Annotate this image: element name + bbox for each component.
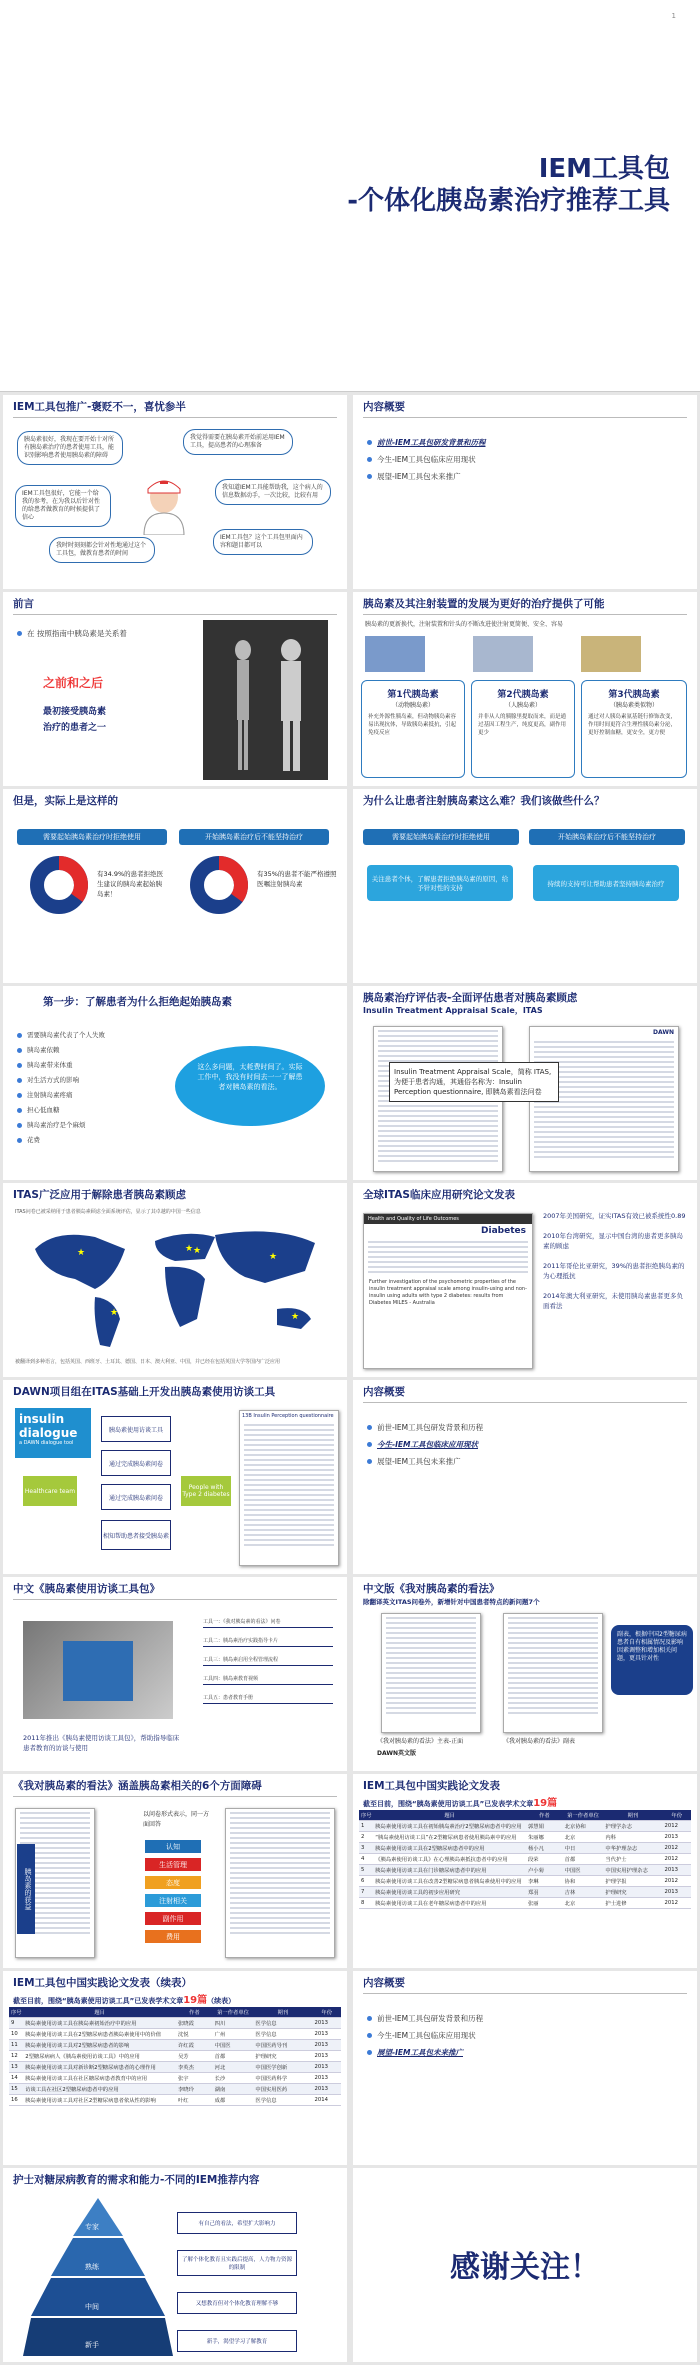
table-cell: 张晓霞: [176, 2018, 213, 2029]
quote-bubble: 我知道IEM工具能帮助我，这个病人的信息数据动手，一次比较，比较有用: [215, 479, 331, 505]
table-cell: 10: [9, 2029, 23, 2040]
slide-agenda-1: [353, 395, 697, 589]
donut-slice: [59, 863, 81, 898]
paper-note: 2011年哥伦比亚研究，39%的患者拒绝胰岛素的为心理抵抗: [543, 1262, 685, 1280]
nurse-illustration: [138, 475, 190, 535]
slide-reality: [3, 789, 347, 983]
slide-subtitle: 除翻译英文ITAS问卷外，新增针对中国患者特点的新问题7个: [363, 1598, 540, 1606]
barrier-chip: 生活管理: [145, 1858, 201, 1871]
table-cell: 李英杰: [176, 2062, 213, 2073]
table-row: [359, 1898, 691, 1909]
slide-title: 第一步：了解患者为什么拒绝起始胰岛素: [43, 996, 232, 1008]
table-cell: 2012: [662, 1821, 691, 1832]
agenda-item: 今生-IEM工具包临床应用现状: [367, 2030, 483, 2041]
slide-title: 前言: [13, 598, 34, 610]
table-cell: 2014: [312, 2095, 341, 2106]
table-cell: 张宇: [176, 2073, 213, 2084]
tool-label: 工具四：胰岛素教育视频: [203, 1674, 333, 1685]
slide-thanks: [353, 2168, 697, 2362]
slide-subtitle: Insulin Treatment Appraisal Scale，ITAS: [363, 1006, 543, 1015]
barrier-chip: 副作用: [145, 1912, 201, 1925]
itas-form-doc-2: DAWN: [529, 1026, 679, 1172]
svg-text:★: ★: [77, 1248, 86, 1258]
agenda-item: 今生-IEM工具包临床应用现状: [367, 1439, 483, 1450]
table-cell: 内科: [603, 1832, 662, 1843]
table-row: [359, 1854, 691, 1865]
table-cell: 胰岛素使用访谈工具的初步应用研究: [373, 1887, 526, 1898]
table-cell: 当代护士: [603, 1854, 662, 1865]
slide-why-hard: [353, 789, 697, 983]
table-cell: 8: [359, 1898, 373, 1909]
table-cell: 郑羽: [526, 1887, 563, 1898]
paper-count: 19篇: [183, 1995, 208, 2006]
slide-title: 内容概要: [363, 1977, 405, 1989]
insulin-card-3: 第3代胰岛素 （胰岛素类似物） 通过对人胰岛素氨基链行修饰改变，作用时间更符合生理性胰岛素分泌，更好控制血糖，更安全，更方便: [581, 680, 687, 778]
table-cell: 首都: [563, 1854, 604, 1865]
donut-chart-2: [189, 855, 249, 915]
toolkit-photo: [23, 1621, 173, 1719]
slide-subtitle: 截至目前，围绕“胰岛素使用访谈工具”已发表学术文章: [363, 1800, 534, 1808]
table-cell: 2013: [312, 2040, 341, 2051]
slide-subtitle: 胰岛素的更新换代，注射装置和针头的不断改进使注射更简便、安全、容易: [365, 621, 564, 628]
level-note: 有自己的看法，希望扩大影响力: [177, 2212, 297, 2234]
header-box: 需要起始胰岛素治疗时拒绝使用: [363, 829, 519, 845]
pyramid-level: 新手: [85, 2341, 99, 2349]
level-note: 又想教育但对个体化教育理解不够: [177, 2292, 297, 2314]
slide-title: IEM工具包中国实践论文发表: [363, 1780, 501, 1792]
flow-step: 相知帮助患者接受胰岛素: [101, 1520, 171, 1550]
world-map: [15, 1219, 335, 1349]
agenda-item: 前世-IEM工具包研发背景和历程: [367, 1422, 483, 1433]
table-cell: 胰岛素使用访谈工具在初始胰岛素治疗2型糖尿病患者中的应用: [373, 1821, 526, 1832]
table-cell: 15: [9, 2084, 23, 2095]
table-cell: 李晓玲: [176, 2084, 213, 2095]
needle-photo: [581, 636, 641, 672]
table-cell: 郭慧娟: [526, 1821, 563, 1832]
quote-bubble: 我觉得需要在胰岛素开始前运用IEM工具，提高患者的心理准备: [183, 429, 293, 455]
table-row: [9, 2029, 341, 2040]
slide-insulin-evolution: [353, 592, 697, 786]
vial-photo: [365, 636, 425, 672]
table-cell: 2013: [662, 1865, 691, 1876]
barrier-item: 胰岛素带来体重: [17, 1060, 105, 1069]
table-cell: 2013: [662, 1832, 691, 1843]
table-row: [9, 2051, 341, 2062]
continued-label: （续表）: [207, 1997, 236, 2005]
pen-photo: [473, 636, 533, 672]
table-cell: 朱丽娜: [526, 1832, 563, 1843]
table-cell: 许红霞: [176, 2040, 213, 2051]
table-cell: 中国医药科学: [253, 2073, 312, 2084]
table-row: [359, 1843, 691, 1854]
table-cell: 胰岛素使用访谈工具在老年糖尿病患者中的应用: [373, 1898, 526, 1909]
slide-title: DAWN项目组在ITAS基础上开发出胰岛素使用访谈工具: [13, 1386, 276, 1398]
table-cell: 14: [9, 2073, 23, 2084]
table-cell: 《胰岛素使用访谈工具》在心理胰岛素抵抗患者中的应用: [373, 1854, 526, 1865]
insulin-card-1: 第1代胰岛素 （动物胰岛素） 补充外源性胰岛素，但动物胰岛素容易出现抗体，导致胰岛素抵抗，引起免疫反应: [361, 680, 465, 778]
svg-text:★: ★: [269, 1252, 278, 1262]
table-cell: 12: [9, 2051, 23, 2062]
table-row: [359, 1821, 691, 1832]
barrier-item: 花费: [17, 1135, 105, 1144]
table-cell: 成都: [213, 2095, 254, 2106]
questionnaire-doc: 13B Insulin Perception questionnaire: [239, 1410, 339, 1566]
agenda-item: 今生-IEM工具包临床应用现状: [367, 454, 486, 465]
insulin-dialogue-logo: insulin dialogue a DAWN dialogue tool: [15, 1408, 91, 1458]
stat-text: 有34.9%的患者拒绝医生建议的胰岛素起始胰岛素！: [97, 870, 164, 898]
table-cell: 中国医学创新: [253, 2062, 312, 2073]
table-cell: 胰岛素使用访谈工具在门诊糖尿病患者中的应用: [373, 1865, 526, 1876]
slide-six-barriers: [3, 1774, 347, 1968]
table-cell: 2: [359, 1832, 373, 1843]
slide-title: 但是，实际上是这样的: [13, 795, 118, 807]
title-slide: [0, 0, 700, 392]
slide-itas-world: [3, 1183, 347, 1377]
table-cell: 1: [359, 1821, 373, 1832]
table-cell: 中国医: [213, 2040, 254, 2051]
table-cell: 吉林: [563, 1887, 604, 1898]
quote-bubble: IEM工具包很好，它能一个给我的参考，在为我以后针对性的给患者做教育的时候提供了信心: [15, 485, 111, 527]
slide-nurse-needs: [3, 2168, 347, 2362]
table-cell: 河北: [213, 2062, 254, 2073]
stat-text: 有35%的患者不能严格遵照医嘱注射胰岛素: [257, 870, 337, 888]
table-cell: 2012: [662, 1876, 691, 1887]
table-cell: 胰岛素使用访谈工具在胰岛素初始治疗中的应用: [23, 2018, 176, 2029]
table-cell: 13: [9, 2062, 23, 2073]
table-cell: 段荣: [526, 1854, 563, 1865]
questionnaire-back: [225, 1808, 335, 1958]
table-row: [359, 1876, 691, 1887]
table-cell: 胰岛素使用访谈工具在社区糖尿病患者教育中的应用: [23, 2073, 176, 2084]
table-cell: 护理研究: [253, 2051, 312, 2062]
slide-preface: [3, 592, 347, 786]
table-row: [9, 2040, 341, 2051]
table-cell: 2型糖尿病病人《胰岛素使用访谈工具》中的应用: [23, 2051, 176, 2062]
agenda-item: 展望-IEM工具包未来推广: [367, 1456, 483, 1467]
tool-label: 工具五：患者教育手册: [203, 1693, 333, 1704]
table-cell: 胰岛素使用访谈工具在改善2型糖尿病患者胰岛素使用中的应用: [373, 1876, 526, 1887]
table-cell: 11: [9, 2040, 23, 2051]
donut-chart-1: [29, 855, 89, 915]
table-cell: 护理学报: [603, 1876, 662, 1887]
table-cell: 吴芳: [176, 2051, 213, 2062]
table-cell: 2013: [312, 2029, 341, 2040]
table-cell: 医学信息: [253, 2095, 312, 2106]
slide-title: IEM工具包推广-褒贬不一，喜忧参半: [13, 401, 186, 413]
table-row: [9, 2084, 341, 2095]
table-cell: 4: [359, 1854, 373, 1865]
tool-label: 工具二：胰岛素治疗实践指导卡片: [203, 1636, 333, 1647]
table-cell: 护理学杂志: [603, 1821, 662, 1832]
header-box: 需要起始胰岛素治疗时拒绝使用: [17, 829, 167, 845]
itas-note: Insulin Treatment Appraisal Scale，简称 ITAS, 为便于患者沟通，其通俗名称为：Insulin Perception questionnaire, 即胰岛素看法问卷: [389, 1062, 559, 1102]
table-cell: 杨小凡: [526, 1843, 563, 1854]
title-line-2: -个体化胰岛素治疗推荐工具: [347, 186, 670, 216]
slide-title: ITAS广泛应用于解除患者胰岛素顾虑: [13, 1189, 186, 1201]
doc-caption: 《我对胰岛素的看法》主表-正面: [377, 1738, 464, 1745]
map-footnote: 被翻译到多种语言，包括英国、西班牙、土耳其、德国、日本、澳大利亚、中国，并已经在包括英国大学等国内广泛应用: [15, 1359, 281, 1365]
paper-note: 2007年美国研究，证实ITAS有效已被系统性0.89: [543, 1212, 686, 1220]
table-row: [359, 1865, 691, 1876]
before-after-photo: [203, 620, 328, 780]
doc-caption: DAWN英文版: [377, 1750, 416, 1757]
flow-step: 通过完成胰岛素问卷: [101, 1484, 171, 1510]
table-cell: 护理研究: [603, 1887, 662, 1898]
barrier-chip: 认知: [145, 1840, 201, 1853]
patient-box: People with Type 2 diabetes: [181, 1476, 231, 1506]
table-cell: 中国医: [563, 1865, 604, 1876]
itas-cn-sub: [503, 1613, 603, 1733]
table-cell: 访谈工具在社区2型糖尿病患者中的应用: [23, 2084, 176, 2095]
slide-title: 《我对胰岛素的看法》涵盖胰岛素相关的6个方面障碍: [13, 1780, 262, 1792]
slide-title: 中文版《我对胰岛素的看法》: [363, 1583, 500, 1595]
svg-text:★: ★: [185, 1244, 194, 1254]
svg-text:★: ★: [193, 1246, 202, 1256]
table-cell: 胰岛素使用访谈工具在2型糖尿病患者中的应用: [373, 1843, 526, 1854]
table-cell: 6: [359, 1876, 373, 1887]
table-cell: 协和: [563, 1876, 604, 1887]
table-cell: 胰岛素使用访谈工具在2型糖尿病患者胰岛素使用中的价值: [23, 2029, 176, 2040]
paper-note: 2014年澳大利亚研究，未使用胰岛素患者更多负面看法: [543, 1292, 684, 1310]
table-cell: 胰岛素使用访谈工具对2型糖尿病患者的影响: [23, 2040, 176, 2051]
table-row: [9, 2062, 341, 2073]
barrier-chip: 注射相关: [145, 1894, 201, 1907]
benefit-label: 胰岛素的获益: [17, 1844, 35, 1934]
slide-agenda-2: [353, 1380, 697, 1574]
answer-box: 持续的支持可让帮助患者坚持胰岛素治疗: [533, 865, 679, 901]
table-cell: 2012: [662, 1843, 691, 1854]
slide-title: 胰岛素治疗评估表-全面评估患者对胰岛素顾虑: [363, 992, 578, 1004]
slide-papers-cn-cont: [3, 1971, 347, 2165]
table-cell: 中国实用医药: [253, 2084, 312, 2095]
preface-sub1: 最初接受胰岛素: [43, 707, 107, 717]
donut-slice: [219, 863, 241, 898]
flow-step: 通过完成胰岛素问卷: [101, 1450, 171, 1476]
slide-title: 护士对糖尿病教育的需求和能力-不同的IEM推荐内容: [13, 2174, 260, 2186]
table-cell: 护士进修: [603, 1898, 662, 1909]
table-cell: 北京: [563, 1898, 604, 1909]
slide-title: 为什么让患者注射胰岛素这么难？我们该做些什么？: [363, 795, 605, 807]
team-box: Healthcare team: [23, 1476, 77, 1506]
table-cell: 湖南: [213, 2084, 254, 2095]
title-line-1: IEM工具包: [538, 154, 670, 184]
insulin-card-2: 第2代胰岛素 （人胰岛素） 并非从人的胰腺里提取而来，而是通过基因工程生产，纯度更高，副作用更少: [471, 680, 575, 778]
table-cell: 长沙: [213, 2073, 254, 2084]
table-cell: 张丽: [526, 1898, 563, 1909]
doc-caption: 《我对胰岛素的看法》副表: [503, 1738, 576, 1745]
table-cell: 2012: [662, 1898, 691, 1909]
table-cell: 16: [9, 2095, 23, 2106]
slide-itas-papers: [353, 1183, 697, 1377]
table-cell: 卢小菊: [526, 1865, 563, 1876]
paper-count: 19篇: [533, 1798, 558, 1809]
barrier-item: 胰岛素治疗是个麻烦: [17, 1120, 105, 1129]
table-cell: 中华护理杂志: [603, 1843, 662, 1854]
thought-bubble: 这么多问题，太耗费时间了。实际工作中，我没有时间去一一了解患者对胰岛素的看法。: [175, 1046, 325, 1126]
table-cell: 2013: [312, 2018, 341, 2029]
mid-note: 以问卷形式表示，同一方面回答: [143, 1811, 210, 1828]
itas-cn-main: [381, 1613, 481, 1733]
slide-step-one: [3, 986, 347, 1180]
barrier-item: 对生活方式的影响: [17, 1075, 105, 1084]
table-cell: 2013: [662, 1887, 691, 1898]
slide-title: 胰岛素及其注射装置的发展为更好的治疗提供了可能: [363, 598, 605, 610]
agenda-item: 展望-IEM工具包未来推广: [367, 471, 486, 482]
table-cell: 广州: [213, 2029, 254, 2040]
table-cell: 医学信息: [253, 2018, 312, 2029]
slide-subtitle: 截至目前，围绕“胰岛素使用访谈工具”已发表学术文章: [13, 1997, 184, 2005]
table-cell: 首都: [213, 2051, 254, 2062]
page-number: 1: [671, 12, 676, 20]
barrier-item: 胰岛素依赖: [17, 1045, 105, 1054]
slide-title: 内容概要: [363, 401, 405, 413]
table-cell: 李琳: [526, 1876, 563, 1887]
table-cell: 2013: [312, 2051, 341, 2062]
papers-table: 序号 题目 作者 第一作者单位 期刊 年份 1 胰岛素使用访谈工具在初始胰岛素治疗2型糖尿病患者中的应用 郭慧娟 北京协和 护理学杂志 2012 2 “胰岛素使用访谈工具”在2型糖尿病患者使用胰岛素中的应用 朱丽娜 北京 内科 2013 3 胰岛素使用访谈工具在2型糖尿病患者中的应用 杨小凡 中日 中华护理杂志 2012 4 《胰岛素使用访谈工具》在心理胰岛素抵抗患者中的应用 段荣 首都 当代护士 2012 5 胰岛素使用访谈工具在门诊糖尿病患者中的应用 卢小菊 中国医 中国实用护理杂志 2013 6 胰岛素使用访谈工具在改善2型糖尿病患者胰岛素使用中的应用 李琳 协和 护理学报 2012 7 胰岛素使用访谈工具的初步应用研究 郑羽 吉林 护理研究 2013 8 胰岛素使用访谈工具在老年糖尿病患者中的应用 张丽 北京 护士进修 2012: [359, 1810, 691, 1909]
slide-chinese-toolkit: [3, 1577, 347, 1771]
slide-agenda-3: [353, 1971, 697, 2165]
svg-text:★: ★: [110, 1308, 119, 1318]
table-cell: 中日: [563, 1843, 604, 1854]
table-cell: 四川: [213, 2018, 254, 2029]
before-after-label: 之前和之后: [43, 676, 104, 690]
table-cell: 中国医药导刊: [253, 2040, 312, 2051]
answer-box: 关注患者个体，了解患者拒绝胰岛素的原因，给予针对性的支持: [367, 865, 513, 901]
slide-subtitle: ITAS问卷已被采纳用于患者胰岛素顾虑全面系统评估，显示了其卓越的中国一些信息: [15, 1209, 201, 1215]
slide-dawn-tool: [3, 1380, 347, 1574]
slide-title: 中文《胰岛素使用访谈工具包》: [13, 1583, 160, 1595]
table-cell: 中国实用护理杂志: [603, 1865, 662, 1876]
table-cell: 7: [359, 1887, 373, 1898]
slide-papers-cn: [353, 1774, 697, 1968]
slide-title: 内容概要: [363, 1386, 405, 1398]
barrier-chip: 费用: [145, 1930, 201, 1943]
slide-iem-promotion: [3, 395, 347, 589]
pyramid-level: 熟练: [85, 2263, 99, 2271]
tool-label: 工具三：胰岛素启用全程管理流程: [203, 1655, 333, 1666]
header-box: 开始胰岛素治疗后不能坚持治疗: [179, 829, 329, 845]
table-cell: 3: [359, 1843, 373, 1854]
slide-title: 全球ITAS临床应用研究论文发表: [363, 1189, 515, 1201]
paper-note: 2010年台湾研究，显示中国台湾的患者更多胰岛素的顾虑: [543, 1232, 684, 1250]
barrier-item: 需要胰岛素代表了个人失败: [17, 1030, 105, 1039]
table-cell: 北京协和: [563, 1821, 604, 1832]
level-note: 新手，渴望学习了解教育: [177, 2330, 297, 2352]
flow-step: 胰岛素使用访谈工具: [101, 1416, 171, 1442]
slide-chinese-itas: [353, 1577, 697, 1771]
table-cell: 北京: [563, 1832, 604, 1843]
agenda-item: 前世-IEM工具包研发背景和历程: [367, 437, 486, 448]
table-row: [359, 1887, 691, 1898]
table-cell: 胰岛素使用访谈工具对社区2型糖尿病患者依从性的影响: [23, 2095, 176, 2106]
tool-label: 工具一：《我对胰岛素的看法》问卷: [203, 1617, 333, 1628]
table-row: [9, 2073, 341, 2084]
barrier-item: 担心低血糖: [17, 1105, 105, 1114]
barrier-chip: 态度: [145, 1876, 201, 1889]
table-cell: 叶红: [176, 2095, 213, 2106]
table-cell: 2013: [312, 2073, 341, 2084]
table-cell: 医学信息: [253, 2029, 312, 2040]
thanks-text: 感谢关注！: [450, 2250, 600, 2285]
callout-bubble: 副表，根据中国2型糖尿病患者自有相属情况及影响因素调整和增加相关问题，更具针对性: [611, 1625, 693, 1695]
table-cell: 2013: [312, 2062, 341, 2073]
pyramid-level: 中间: [85, 2303, 99, 2311]
barrier-item: 注射胰岛素疼痛: [17, 1090, 105, 1099]
quote-bubble: 胰岛素很好，我现在要开始十对所有胰岛素治疗的患者使用工具，能识别影响患者使用胰岛素的障碍: [17, 431, 123, 465]
pyramid-level: 专家: [85, 2223, 99, 2231]
quote-bubble: 我时时刻刻都会针对性地通过这个工具包，做教育患者的时间: [49, 537, 155, 563]
table-cell: 胰岛素使用访谈工具对新诊断2型糖尿病患者的心理作用: [23, 2062, 176, 2073]
agenda-item: 前世-IEM工具包研发背景和历程: [367, 2013, 483, 2024]
svg-text:★: ★: [291, 1312, 300, 1322]
agenda-item: 展望-IEM工具包未来推广: [367, 2047, 483, 2058]
table-row: [359, 1832, 691, 1843]
table-row: [9, 2095, 341, 2106]
toolkit-caption: 2011年推出《胰岛素使用访谈工具包》，帮助指导临床患者教育的访谈与使用: [23, 1734, 180, 1752]
table-row: [9, 2018, 341, 2029]
slide-title: IEM工具包中国实践论文发表（续表）: [13, 1977, 193, 1989]
table-cell: 2013: [312, 2084, 341, 2095]
paper-doc: Health and Quality of Life Outcomes Diabetes Further investigation of the psychometric properties of the insulin treatment appraisal scale among insulin-using and non-insulin using adults with type 2 diabetes: results from Diabetes MILES - Australia: [363, 1213, 533, 1369]
slide-itas: [353, 986, 697, 1180]
quote-bubble: IEM工具包？这个工具包里面内容和题目都可以: [213, 529, 313, 555]
table-cell: 5: [359, 1865, 373, 1876]
header-box: 开始胰岛素治疗后不能坚持治疗: [529, 829, 685, 845]
table-cell: 沈悦: [176, 2029, 213, 2040]
preface-sub2: 治疗的患者之一: [43, 723, 107, 733]
table-cell: 2012: [662, 1854, 691, 1865]
papers-table: 序号 题目 作者 第一作者单位 期刊 年份 9 胰岛素使用访谈工具在胰岛素初始治疗中的应用 张晓霞 四川 医学信息 2013 10 胰岛素使用访谈工具在2型糖尿病患者胰岛素使用中的价值 沈悦 广州 医学信息 2013 11 胰岛素使用访谈工具对2型糖尿病患者的影响 许红霞 中国医 中国医药导刊 2013 12 2型糖尿病病人《胰岛素使用访谈工具》中的应用 吴芳 首都 护理研究 2013 13 胰岛素使用访谈工具对新诊断2型糖尿病患者的心理作用 李英杰 河北 中国医学创新 2013 14 胰岛素使用访谈工具在社区糖尿病患者教育中的应用 张宇 长沙 中国医药科学 2013 15 访谈工具在社区2型糖尿病患者中的应用 李晓玲 湖南 中国实用医药 2013 16 胰岛素使用访谈工具对社区2型糖尿病患者依从性的影响 叶红 成都 医学信息 2014: [9, 2007, 341, 2106]
preface-bullet: 在 按照指南中胰岛素是关系着: [17, 628, 127, 639]
table-cell: “胰岛素使用访谈工具”在2型糖尿病患者使用胰岛素中的应用: [373, 1832, 526, 1843]
level-note: 了解个体化教育且实践后提高，人力物力资源的限制: [177, 2250, 297, 2276]
table-cell: 9: [9, 2018, 23, 2029]
